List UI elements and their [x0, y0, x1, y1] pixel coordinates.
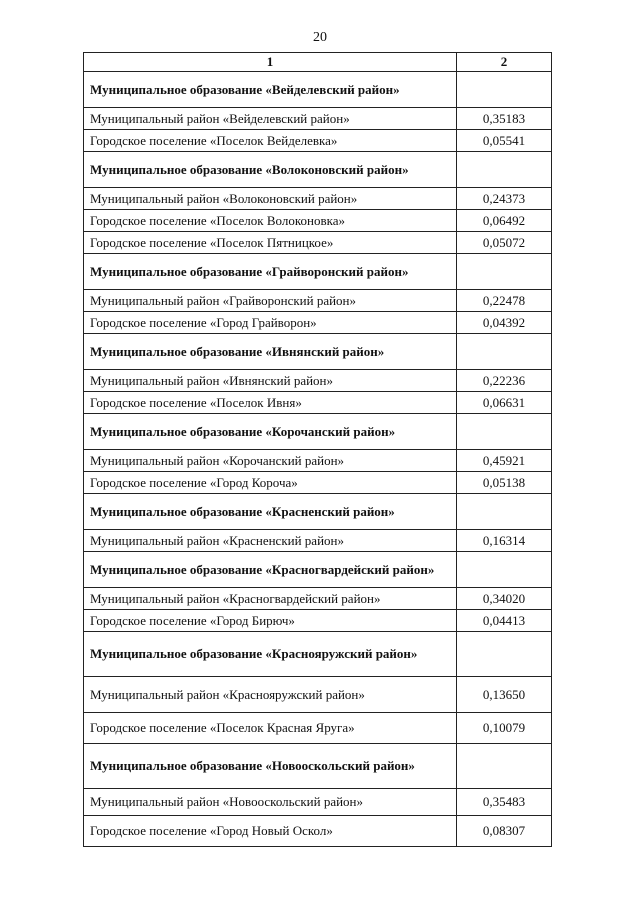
data-table: [83, 52, 552, 847]
coefficient-value: 0,35183: [457, 108, 552, 130]
coefficient-value: 0,16314: [457, 530, 552, 552]
table-row: [84, 472, 552, 494]
column-header-2: 2: [457, 53, 552, 72]
header-row: [84, 53, 552, 72]
coefficient-value: [457, 744, 552, 789]
municipality-name: Городское поселение «Поселок Вейделевка»: [84, 130, 457, 152]
coefficient-value: 0,45921: [457, 450, 552, 472]
municipality-group-name: Муниципальное образование «Грайворонский район»: [84, 254, 457, 290]
table-row: [84, 370, 552, 392]
coefficient-value: [457, 152, 552, 188]
table-header: [84, 53, 552, 72]
table-row: [84, 530, 552, 552]
coefficient-value: [457, 414, 552, 450]
coefficient-value: [457, 552, 552, 588]
municipality-name: Муниципальный район «Волоконовский район»: [84, 188, 457, 210]
municipality-name: Муниципальный район «Грайворонский район»: [84, 290, 457, 312]
coefficient-value: 0,04413: [457, 610, 552, 632]
municipality-name: Городское поселение «Город Новый Оскол»: [84, 816, 457, 847]
municipality-name: Городское поселение «Поселок Ивня»: [84, 392, 457, 414]
table-row-group-heading: [84, 334, 552, 370]
coefficient-value: [457, 632, 552, 677]
coefficient-value: [457, 334, 552, 370]
municipality-name: Муниципальный район «Краснояружский район»: [84, 677, 457, 713]
page-number: 20: [313, 30, 327, 45]
table-row: [84, 130, 552, 152]
table-row: [84, 816, 552, 847]
table-row: [84, 312, 552, 334]
municipality-group-name: Муниципальное образование «Красненский район»: [84, 494, 457, 530]
table-row-group-heading: [84, 494, 552, 530]
municipality-name: Городское поселение «Поселок Красная Яруга»: [84, 713, 457, 744]
table-row: [84, 588, 552, 610]
table-row: [84, 392, 552, 414]
municipality-name: Городское поселение «Поселок Пятницкое»: [84, 232, 457, 254]
municipality-name: Муниципальный район «Корочанский район»: [84, 450, 457, 472]
municipality-name: Городское поселение «Город Короча»: [84, 472, 457, 494]
municipality-group-name: Муниципальное образование «Ивнянский район»: [84, 334, 457, 370]
table-row: [84, 232, 552, 254]
coefficient-value: 0,24373: [457, 188, 552, 210]
table-row-group-heading: [84, 254, 552, 290]
coefficient-value: 0,05138: [457, 472, 552, 494]
coefficient-value: 0,22236: [457, 370, 552, 392]
table-row: [84, 610, 552, 632]
coefficient-value: [457, 254, 552, 290]
table-row-group-heading: [84, 414, 552, 450]
table-row: [84, 210, 552, 232]
coefficient-value: [457, 72, 552, 108]
table-row: [84, 290, 552, 312]
table-row-group-heading: [84, 552, 552, 588]
coefficient-value: 0,34020: [457, 588, 552, 610]
municipality-group-name: Муниципальное образование «Красногвардейский район»: [84, 552, 457, 588]
municipality-name: Городское поселение «Поселок Волоконовка»: [84, 210, 457, 232]
coefficient-value: 0,10079: [457, 713, 552, 744]
table-body: [84, 72, 552, 847]
coefficient-value: 0,35483: [457, 789, 552, 816]
coefficient-value: 0,06492: [457, 210, 552, 232]
table-row: [84, 450, 552, 472]
municipality-name: Муниципальный район «Красненский район»: [84, 530, 457, 552]
coefficient-value: 0,22478: [457, 290, 552, 312]
coefficient-value: 0,06631: [457, 392, 552, 414]
table-row: [84, 789, 552, 816]
table-row-group-heading: [84, 152, 552, 188]
municipality-group-name: Муниципальное образование «Краснояружский район»: [84, 632, 457, 677]
municipality-name: Муниципальный район «Новооскольский район»: [84, 789, 457, 816]
table-row-group-heading: [84, 72, 552, 108]
municipality-name: Муниципальный район «Ивнянский район»: [84, 370, 457, 392]
municipality-group-name: Муниципальное образование «Волоконовский район»: [84, 152, 457, 188]
municipality-name: Городское поселение «Город Бирюч»: [84, 610, 457, 632]
municipality-group-name: Муниципальное образование «Новооскольский район»: [84, 744, 457, 789]
table-row-group-heading: [84, 632, 552, 677]
coefficient-value: 0,05072: [457, 232, 552, 254]
table-row-group-heading: [84, 744, 552, 789]
coefficient-value: 0,04392: [457, 312, 552, 334]
municipality-group-name: Муниципальное образование «Вейделевский район»: [84, 72, 457, 108]
municipality-name: Муниципальный район «Красногвардейский район»: [84, 588, 457, 610]
table-row: [84, 188, 552, 210]
municipality-name: Городское поселение «Город Грайворон»: [84, 312, 457, 334]
municipality-name: Муниципальный район «Вейделевский район»: [84, 108, 457, 130]
municipality-group-name: Муниципальное образование «Корочанский район»: [84, 414, 457, 450]
coefficient-value: 0,05541: [457, 130, 552, 152]
column-header-1: 1: [84, 53, 457, 72]
coefficient-value: 0,13650: [457, 677, 552, 713]
table-row: [84, 108, 552, 130]
table-row: [84, 713, 552, 744]
coefficient-value: 0,08307: [457, 816, 552, 847]
coefficient-value: [457, 494, 552, 530]
table-row: [84, 677, 552, 713]
